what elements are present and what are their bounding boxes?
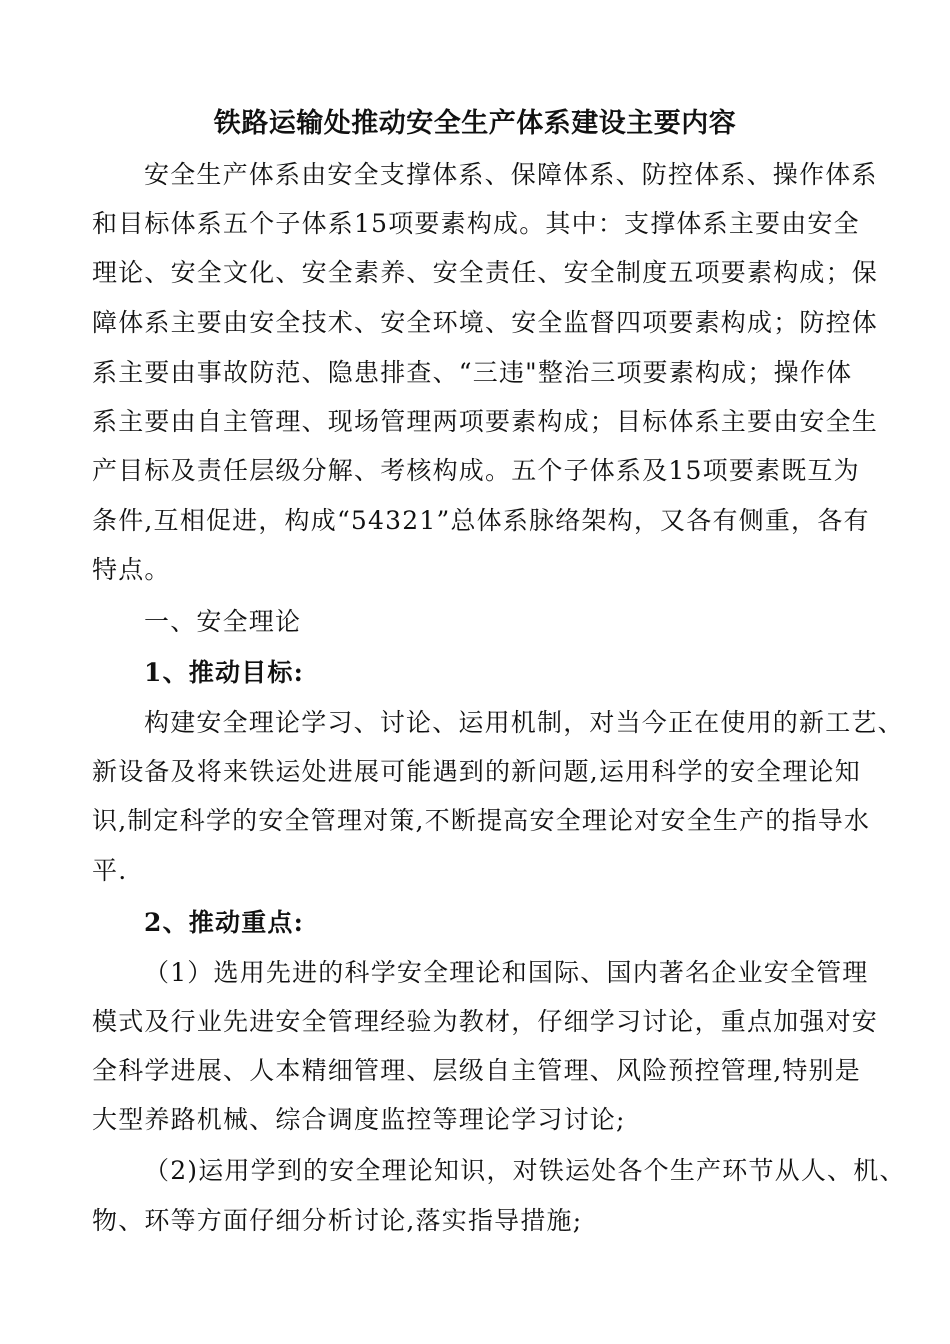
intro-line-6: 系主要由自主管理、现场管理两项要素构成；目标体系主要由安全生	[92, 407, 879, 436]
section-heading-safety-theory: 一、安全理论	[144, 607, 302, 636]
goal-line-4: 平.	[92, 856, 128, 885]
intro-line-1: 安全生产体系由安全支撑体系、保障体系、防控体系、操作体系	[144, 160, 878, 189]
intro-line-8: 条件,互相促进，构成“54321”总体系脉络架构，又各有侧重，各有	[92, 506, 870, 535]
intro-line-9: 特点。	[92, 555, 171, 584]
goal-line-1: 构建安全理论学习、讨论、运用机制，对当今正在使用的新工艺、	[144, 708, 904, 737]
goal-line-2: 新设备及将来铁运处进展可能遇到的新问题,运用科学的安全理论知	[92, 757, 861, 786]
intro-line-2: 和目标体系五个子体系15项要素构成。其中：支撑体系主要由安全	[92, 209, 860, 238]
document-title: 铁路运输处推动安全生产体系建设主要内容	[213, 108, 737, 139]
point2-line-1: （2)运用学到的安全理论知识，对铁运处各个生产环节从人、机、	[144, 1156, 906, 1185]
intro-line-5: 系主要由事故防范、隐患排查、“三违"整治三项要素构成；操作体	[92, 358, 853, 387]
point1-line-2: 模式及行业先进安全管理经验为教材，仔细学习讨论，重点加强对安	[92, 1007, 879, 1036]
intro-line-7: 产目标及责任层级分解、考核构成。五个子体系及15项要素既互为	[92, 456, 860, 485]
point1-line-1: （1）选用先进的科学安全理论和国际、国内著名企业安全管理	[144, 958, 869, 987]
intro-line-3: 理论、安全文化、安全素养、安全责任、安全制度五项要素构成；保	[92, 258, 879, 287]
goal-line-3: 识,制定科学的安全管理对策,不断提高安全理论对安全生产的指导水	[92, 806, 871, 835]
intro-line-4: 障体系主要由安全技术、安全环境、安全监督四项要素构成；防控体	[92, 308, 879, 337]
point1-line-4: 大型养路机械、综合调度监控等理论学习讨论;	[92, 1105, 626, 1134]
subheading-goal: 1、推动目标:	[144, 658, 305, 687]
subheading-focus: 2、推动重点:	[144, 908, 305, 937]
point2-line-2: 物、环等方面仔细分析讨论,落实指导措施;	[92, 1206, 583, 1235]
point1-line-3: 全科学进展、人本精细管理、层级自主管理、风险预控管理,特别是	[92, 1056, 861, 1085]
